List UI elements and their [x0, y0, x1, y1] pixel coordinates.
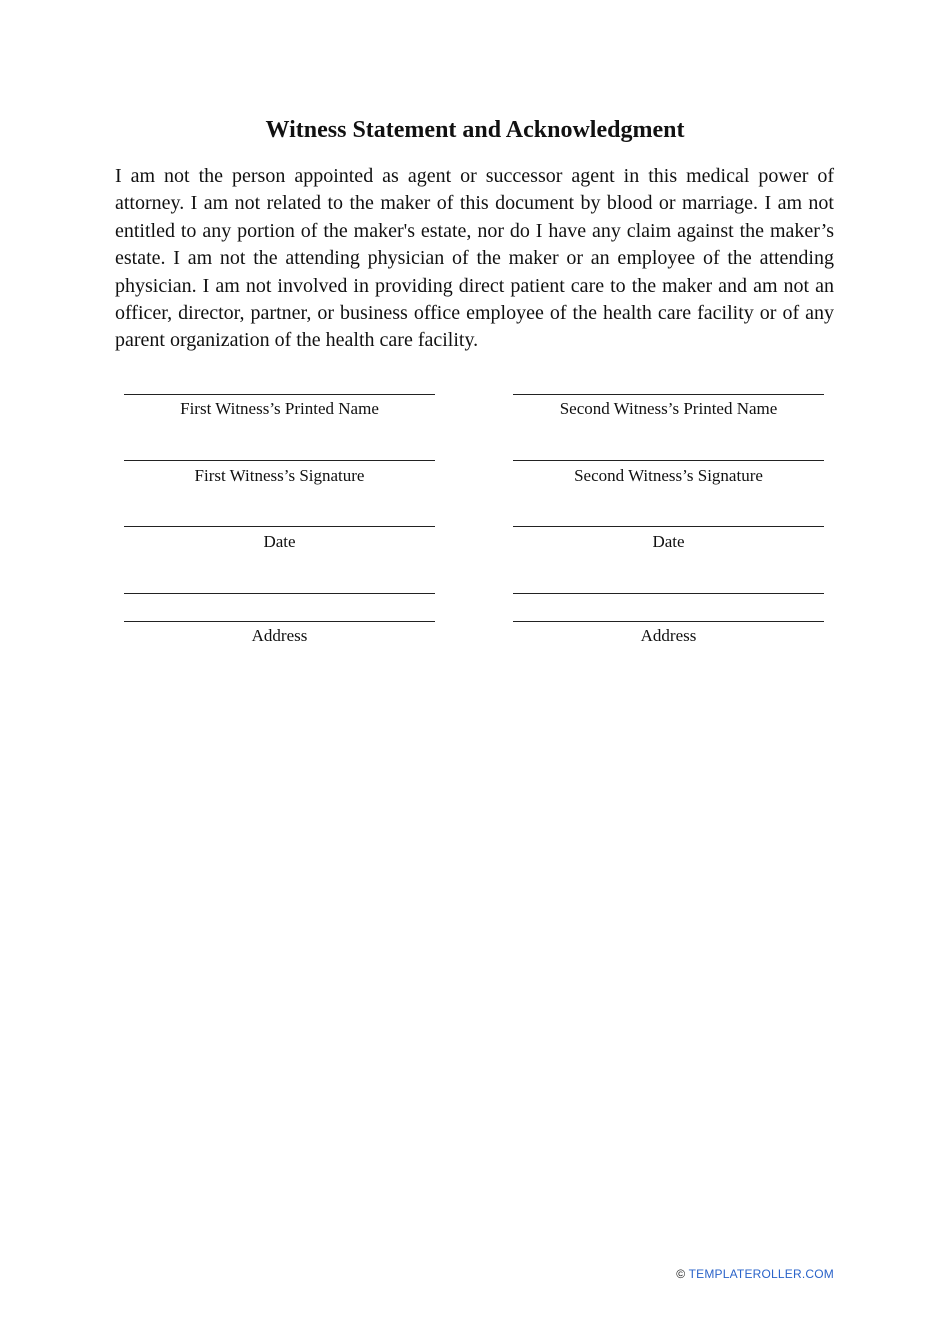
second-witness-date-line[interactable]: [513, 526, 824, 527]
second-witness-column: [513, 0, 824, 1342]
first-witness-date-line[interactable]: [124, 526, 435, 527]
second-witness-signature-line[interactable]: [513, 460, 824, 461]
witness-statement-text: I am not the person appointed as agent or successor agent in this medical power of attorney. I am not related to the maker of this document by blood or marriage. I am not entitled to any portion of the maker's estate, nor do I have any claim against the maker’s estate. I am not the attending physician of the maker or an employee of the attending physician. I am not involved in providing direct patient care to the maker and am not an officer, director, partner, or business office employee of the health care facility or of any parent organization of the health care facility.: [115, 165, 834, 352]
footer-copyright: [676, 1267, 834, 1281]
first-witness-printed-name-label: First Witness’s Printed Name: [180, 399, 379, 418]
first-witness-column: [124, 0, 435, 1342]
first-witness-address-line-2[interactable]: [124, 621, 435, 622]
page-title: Witness Statement and Acknowledgment: [265, 117, 685, 143]
first-witness-signature-label: First Witness’s Signature: [194, 466, 365, 485]
second-witness-address-line-2[interactable]: [513, 621, 824, 622]
first-witness-date-label: Date: [263, 532, 296, 551]
second-witness-address-line-1[interactable]: [513, 593, 824, 594]
first-witness-printed-name-line[interactable]: [124, 394, 435, 395]
first-witness-address-label: Address: [251, 626, 308, 645]
second-witness-printed-name-label: Second Witness’s Printed Name: [559, 399, 778, 418]
second-witness-address-label: Address: [640, 626, 697, 645]
second-witness-signature-label: Second Witness’s Signature: [574, 466, 763, 485]
templateroller-link[interactable]: TEMPLATEROLLER.COM: [688, 1267, 834, 1281]
copyright-symbol: ©: [676, 1267, 686, 1281]
first-witness-address-line-1[interactable]: [124, 593, 435, 594]
first-witness-signature-line[interactable]: [124, 460, 435, 461]
second-witness-date-label: Date: [652, 532, 685, 551]
second-witness-printed-name-line[interactable]: [513, 394, 824, 395]
